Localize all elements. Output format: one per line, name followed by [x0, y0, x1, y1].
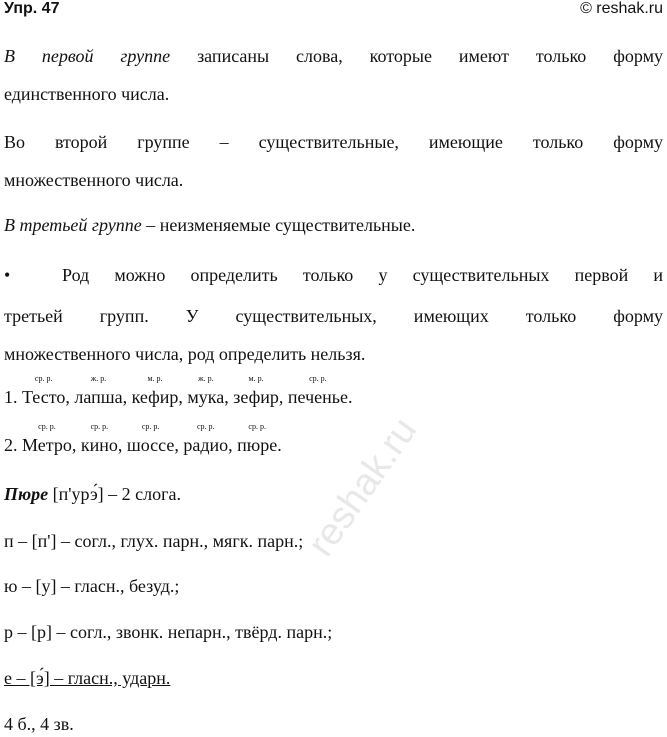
gender-label: ж. р. [90, 374, 107, 383]
word: Тесто [22, 387, 66, 407]
group2-line2: множественного числа. [4, 170, 184, 190]
word-list-1 [4, 374, 663, 408]
annotated-word [22, 374, 66, 408]
word: Метро [22, 435, 72, 455]
analysis-row-underlined: е – [э́] – гласн., ударн. [4, 668, 171, 688]
gender-label: ср. р. [309, 374, 327, 383]
separator: , [228, 435, 238, 455]
separator: , [278, 387, 288, 407]
analysis-word: Пюре [4, 484, 49, 504]
gender-label: ср. р. [90, 422, 109, 431]
word: радио [183, 435, 229, 455]
list2-prefix: 2. [4, 435, 22, 455]
annotated-word [126, 422, 175, 456]
separator: , [224, 387, 234, 407]
analysis-summary: 4 б., 4 зв. [4, 714, 74, 734]
gender-label: ср. р. [141, 422, 160, 431]
group3-text: – неизменяемые существительные. [141, 215, 416, 235]
word: шоссе [126, 435, 175, 455]
gender-label: ср. р. [34, 374, 53, 383]
word: кино [80, 435, 118, 455]
analysis-transcription: [п'урэ́] – 2 слога. [48, 484, 182, 504]
word: печенье [287, 387, 348, 407]
separator: , [117, 435, 127, 455]
gender-label: ср. р. [248, 422, 266, 431]
group1-lead: В первой группе [4, 46, 171, 66]
group3-line [4, 214, 663, 236]
group3-lead: В третьей группе [4, 215, 142, 235]
exercise-title: Упр. 47 [4, 0, 60, 17]
annotated-word [183, 422, 229, 456]
word: пюре [237, 435, 278, 455]
analysis-row-last [4, 667, 663, 689]
list2-words [22, 422, 282, 455]
word-list-2 [4, 422, 663, 456]
list1-prefix: 1. [4, 387, 22, 407]
annotated-word [237, 422, 278, 456]
analysis-row: п – [п'] – согл., глух. парн., мягк. парн.; [4, 531, 304, 551]
note-line2: третьей групп. У существительных, имеющих только форму [4, 306, 663, 326]
word: зефир [233, 387, 279, 407]
group1-line1 [4, 45, 663, 67]
separator: . [277, 435, 282, 455]
gender-label: ср. р. [38, 422, 56, 431]
group1-line2: единственного числа. [4, 84, 170, 104]
annotated-word [131, 374, 179, 408]
word: лапша [74, 387, 123, 407]
separator: . [347, 387, 353, 407]
note-text1: Род можно определить только у существительных первой и [62, 265, 663, 285]
analysis-row: ю – [у] – гласн., безуд.; [4, 576, 180, 596]
separator: , [174, 435, 184, 455]
watermark: reshak.ru [300, 410, 426, 565]
gender-label: ср. р. [196, 422, 215, 431]
bullet-icon: • [4, 265, 11, 285]
site-credit: © reshak.ru [580, 0, 663, 17]
gender-label: ж. р. [198, 374, 214, 383]
gender-label: м. р. [147, 374, 163, 383]
annotated-word [74, 374, 123, 408]
separator: , [122, 387, 132, 407]
separator: , [65, 387, 75, 407]
gender-label: м. р. [248, 374, 264, 383]
note-line3: множественного числа, род определить нельзя. [4, 344, 366, 364]
header [4, 0, 663, 22]
analysis-row: р – [р] – согл., звонк. непарн., твёрд. парн.; [4, 622, 333, 642]
annotated-word [287, 374, 348, 408]
annotated-word [187, 374, 225, 408]
word: мука [187, 387, 225, 407]
separator: , [71, 435, 81, 455]
annotated-word [22, 422, 72, 456]
group1-text: записаны слова, которые имеют только форму [170, 46, 663, 66]
list1-words [22, 374, 353, 407]
note-line1 [4, 264, 663, 286]
annotated-word [233, 374, 279, 408]
annotated-word [80, 422, 118, 456]
group2-line1: Во второй группе – существительные, имеющие только форму [4, 132, 663, 152]
separator: , [178, 387, 188, 407]
word: кефир [131, 387, 179, 407]
